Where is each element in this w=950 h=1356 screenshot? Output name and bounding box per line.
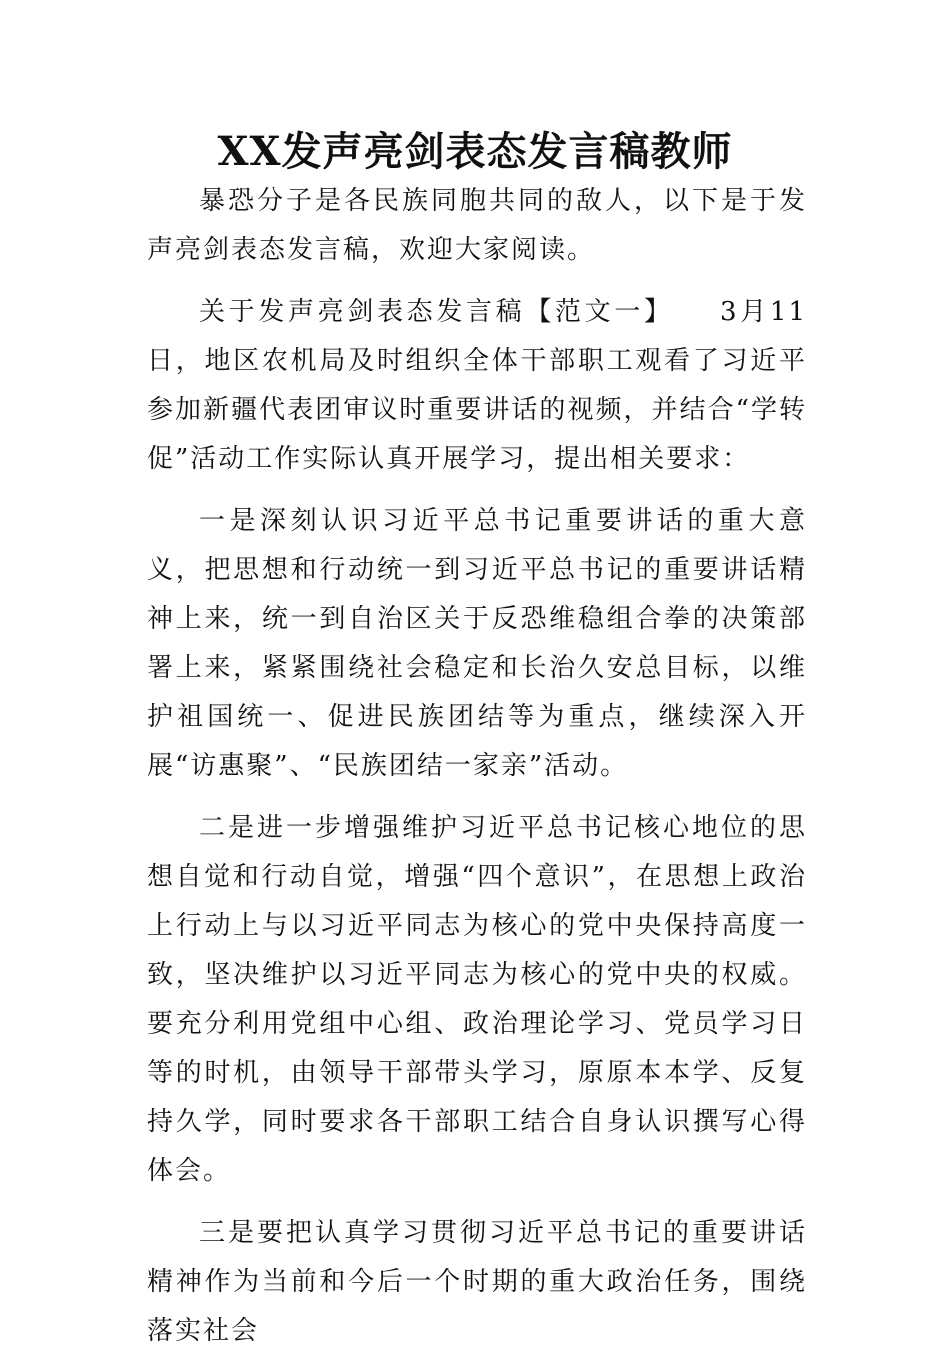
paragraph-point-two: 二是进一步增强维护习近平总书记核心地位的思想自觉和行动自觉，增强“四个意识”，在思想上政治上行动上与以习近平同志为核心的党中央保持高度一致，坚决维护以习近平同志为核心的党中央的权威。要充分利用党组中心组、政治理论学习、党员学习日等的时机，由领导干部带头学习，原原本本学、反复持久学，同时要求各干部职工结合自身认识撰写心得体会。 [147,813,807,1186]
paragraph-intro: 暴恐分子是各民族同胞共同的敌人，以下是于发声亮剑表态发言稿，欢迎大家阅读。 [147,186,807,265]
paragraph-point-three: 三是要把认真学习贯彻习近平总书记的重要讲话精神作为当前和今后一个时期的重大政治任务，围绕落实社会 [147,1218,807,1346]
document-title: XX发声亮剑表态发言稿教师 [217,128,733,175]
document-body [147,177,807,1356]
paragraph-point-one: 一是深刻认识习近平总书记重要讲话的重大意义，把思想和行动统一到习近平总书记的重要讲话精神上来，统一到自治区关于反恐维稳组合拳的决策部署上来，紧紧围绕社会稳定和长治久安总目标，以维护祖国统一、促进民族团结等为重点，继续深入开展“访惠聚”、“民族团结一家亲”活动。 [147,506,807,781]
paragraph-sample-one: 关于发声亮剑表态发言稿【范文一】 3月11日，地区农机局及时组织全体干部职工观看了习近平参加新疆代表团审议时重要讲话的视频，并结合“学转促”活动工作实际认真开展学习，提出相关要求： [147,297,807,474]
